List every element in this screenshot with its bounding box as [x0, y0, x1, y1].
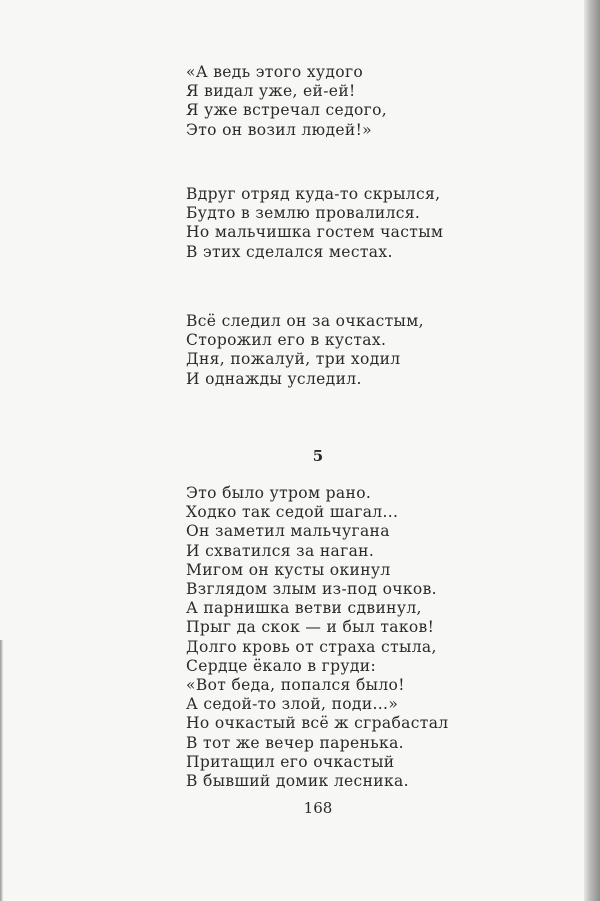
verse-line: Но мальчишка гостем частым [186, 223, 444, 242]
section-number: 5 [312, 447, 324, 465]
verse-line: Долго кровь от страха стыла, [186, 637, 437, 656]
verse-line: И схватился за наган. [186, 541, 375, 560]
verse-line: Будто в землю провалился. [186, 204, 421, 223]
verse-line: В бывший домик лесника. [186, 772, 409, 791]
verse-line: «Вот беда, попался было! [186, 676, 405, 695]
stanza [186, 484, 449, 791]
verse-line: Он заметил мальчугана [186, 522, 390, 541]
verse-line: Это было утром рано. [186, 484, 372, 502]
verse-line: А парнишка ветви сдвинул, [186, 599, 422, 618]
verse-line: Но очкастый всё ж сграбастал [186, 714, 449, 733]
verse-line: Вдруг отряд куда-то скрылся, [186, 185, 441, 203]
verse-line: Я видал уже, ей-ей! [186, 82, 356, 101]
verse-line: Дня, пожалуй, три ходил [186, 350, 401, 369]
stanza [186, 312, 424, 389]
verse-line: Всё следил он за очкастым, [186, 312, 424, 330]
verse-line: В этих сделался местах. [186, 242, 393, 261]
verse-line: А седой-то злой, поди...» [186, 695, 399, 714]
page-edge-shadow [0, 640, 3, 901]
verse-line: Мигом он кусты окинул [186, 560, 391, 579]
page-number: 168 [303, 799, 333, 817]
verse-line: Я уже встречал седого, [186, 101, 388, 120]
stanza [186, 185, 443, 262]
verse-line: Взглядом злым из-под очков. [186, 580, 437, 599]
verse-line: «А ведь этого худого [186, 63, 364, 81]
verse-line: Ходко так седой шагал... [186, 503, 399, 522]
verse-line: Притащил его очкастый [186, 752, 395, 771]
book-spine-edge [584, 0, 600, 901]
verse-line: Сердце ёкало в груди: [186, 656, 377, 675]
verse-line: Это он возил людей!» [186, 120, 372, 139]
stanza [186, 63, 387, 140]
verse-line: В тот же вечер паренька. [186, 733, 404, 752]
verse-line: Сторожил его в кустах. [186, 331, 387, 350]
verse-line: И однажды уследил. [186, 369, 362, 388]
verse-line: Прыг да скок — и был таков! [186, 618, 435, 637]
